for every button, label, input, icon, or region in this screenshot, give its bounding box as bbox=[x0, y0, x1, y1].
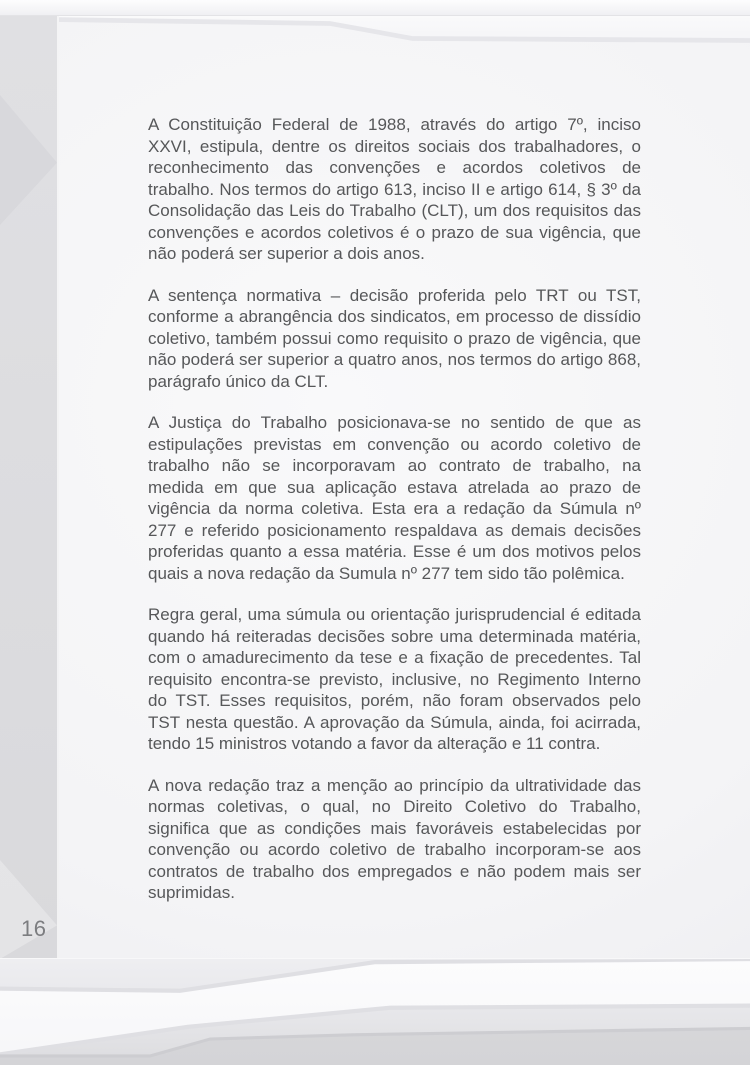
sidebar-chevron-bottom bbox=[0, 860, 57, 959]
sidebar-chevron-top bbox=[0, 95, 57, 225]
top-edge-band bbox=[0, 0, 750, 16]
paragraph-4: Regra geral, uma súmula ou orientação jurisprudencial é editada quando há reiteradas decisões sobre uma determinada matéria, com o amadurecimento da tese e a fixação de precedentes. Tal requisito encontra-se previsto, inclusive, no Regimento Interno do TST. Esses requisitos, porém, não foram observados pelo TST nesta questão. A aprovação da Súmula, ainda, foi acirrada, tendo 15 ministros votando a favor da alteração e 11 contra. bbox=[148, 605, 641, 753]
left-margin-band bbox=[0, 15, 59, 959]
paragraph-2: A sentença normativa – decisão proferida pelo TRT ou TST, conforme a abrangência dos sindicatos, em processo de dissídio coletivo, também possui como requisito o prazo de vigência, que não poderá ser superior a quatro anos, nos termos do artigo 868, parágrafo único da CLT. bbox=[148, 285, 641, 391]
footer-ribbons bbox=[0, 958, 750, 1065]
paragraph-3: A Justiça do Trabalho posicionava-se no sentido de que as estipulações previstas em convenção ou acordo coletivo de trabalho não se incorporavam ao contrato de trabalho, na medida em que sua aplicação estava atrelada ao prazo de vigência da norma coletiva. Esta era a redação da Súmula nº 277 e referido posicionamento respaldava as demais decisões proferidas quanto a essa matéria. Esse é um dos motivos pelos quais a nova redação da Sumula nº 277 tem sido tão polêmica. bbox=[148, 413, 641, 583]
page-number: 16 bbox=[21, 916, 47, 941]
paragraph-5: A nova redação traz a menção ao princípio da ultratividade das normas coletivas, o qual, no Direito Coletivo do Trabalho, significa que as condições mais favoráveis estabelecidas por convenção ou acordo coletivo de trabalho incorporam-se aos contratos de trabalho dos empregados e não podem mais ser suprimidas. bbox=[148, 775, 641, 902]
paragraph-1: A Constituição Federal de 1988, através do artigo 7º, inciso XXVI, estipula, dentre os direitos sociais dos trabalhadores, o reconhecimento das convenções e acordos coletivos de trabalho. Nos termos do artigo 613, inciso II e artigo 614, § 3º da Consolidação das Leis do Trabalho (CLT), um dos requisitos das convenções e acordos coletivos é o prazo de sua vigência, que não poderá ser superior a dois anos. bbox=[148, 115, 641, 263]
body-text bbox=[148, 114, 641, 924]
